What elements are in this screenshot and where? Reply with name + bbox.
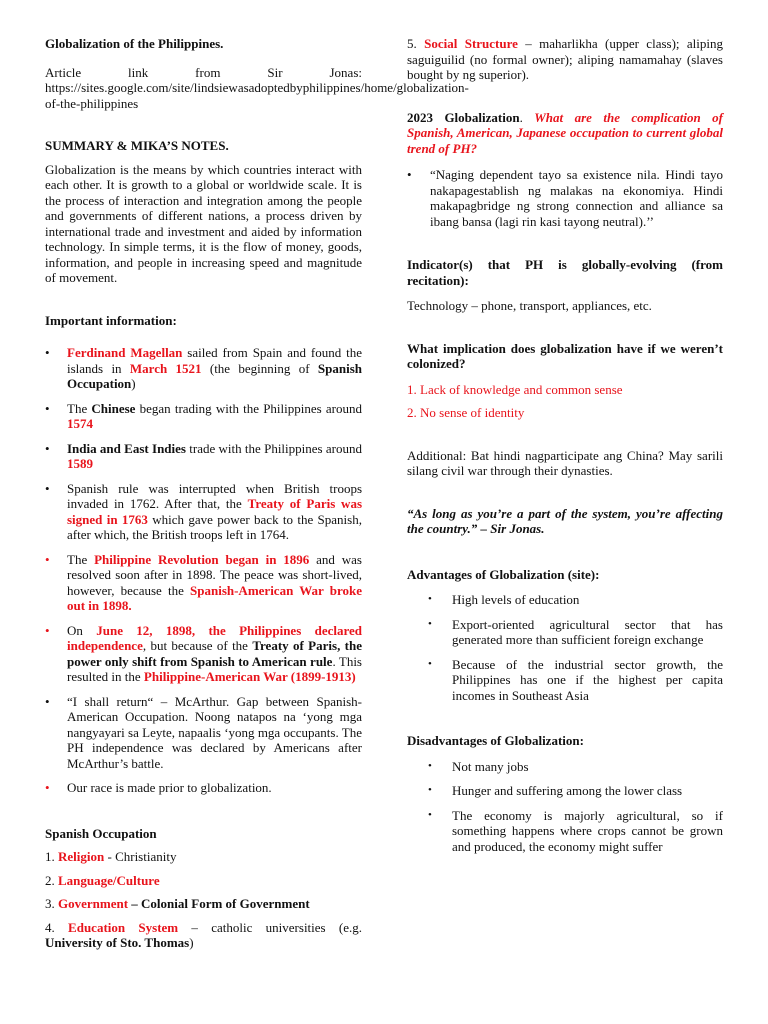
disadvantages-heading: Disadvantages of Globalization:	[407, 733, 584, 748]
important-heading: Important information:	[45, 312, 177, 328]
occupation-text: Spanish Occupation	[67, 360, 362, 391]
list-item	[407, 167, 723, 229]
text-span: 5.	[407, 36, 425, 51]
magellan-text: Ferdinand Magellan	[67, 345, 183, 360]
bullet-icon: •	[407, 167, 412, 182]
text-span: )	[131, 376, 136, 391]
text-span: (the beginning of	[201, 360, 318, 376]
text-span: 3.	[45, 896, 58, 911]
sir-jonas-quote: “As long as you’re a part of the system, you’re affecting the country.” – Sir Jonas.	[407, 505, 723, 536]
item-label: Government	[58, 896, 129, 911]
item-label: Social Structure	[424, 36, 518, 51]
list-item	[45, 481, 362, 543]
summary-paragraph: Globalization is the means by which countries interact with each other. It is growth to a global or worldwide scale. It is the process of interaction and integration among the people and governments of different nations, a process driven by international trade and investment and aided by information technology. In simple terms, it is the flow of money, goods, information, and people in increasing speed and magnitude of movement.	[45, 161, 362, 285]
text-span: Spanish rule was interrupted when British troops invaded in 1762. After that, the	[67, 480, 362, 511]
text-span: sailed from Spain and found the islands in	[67, 345, 362, 376]
text-span: and was resolved soon after in 1898. The peace was short-lived, however, because the	[67, 551, 362, 598]
indicator-heading: Indicator(s) that PH is globally-evolving (from recitation):	[407, 257, 723, 288]
text-span: )	[189, 935, 194, 950]
treaty-text: Treaty of Paris was signed in 1763	[67, 496, 363, 527]
list-item	[45, 694, 362, 772]
implication-item: 1. Lack of knowledge and common sense	[407, 381, 623, 397]
bullet-icon: •	[45, 480, 50, 496]
list-item	[45, 345, 362, 392]
item-label: Religion	[58, 849, 105, 864]
globalization-2023-question	[407, 110, 723, 157]
list-item	[407, 657, 723, 704]
bullet-icon: •	[45, 780, 50, 795]
occupation-item-government	[45, 896, 362, 912]
list-item	[407, 592, 723, 608]
text-span: On	[67, 622, 97, 638]
advantages-list	[407, 592, 723, 703]
advantage-text: Export-oriented agricultural sector that has generated more than sufficient foreign exchange	[452, 616, 723, 647]
important-list	[45, 345, 362, 796]
chinese-text: Chinese	[91, 400, 136, 416]
occupation-item-language	[45, 873, 362, 889]
year-text: 1574	[67, 416, 93, 431]
disadvantage-text: Not many jobs	[452, 758, 529, 774]
indicator-text: Technology – phone, transport, appliances, etc.	[407, 298, 652, 313]
list-item	[45, 401, 362, 432]
implication-item: 2. No sense of identity	[407, 405, 525, 420]
bullet-icon: •	[45, 693, 50, 709]
disadvantages-list	[407, 759, 723, 855]
bullet-icon: •	[45, 400, 50, 416]
bullet-icon: •	[45, 622, 50, 638]
list-item	[45, 780, 362, 796]
document-title: Globalization of the Philippines.	[45, 36, 224, 51]
bullet-icon: •	[45, 551, 50, 567]
race-text: Our race is made prior to globalization.	[67, 780, 272, 795]
text-span: The	[67, 551, 95, 567]
bullet-icon: •	[428, 784, 432, 796]
right-column	[407, 0, 723, 854]
quote-text: “Naging dependent tayo sa existence nila. Hindi tayo nakapagestablish ng malakas na ekonomiya. Hindi makapagbridge ng strong connection and alliance sa ibang bansa (lagi rin kasi tayong neutral).’’	[430, 167, 723, 229]
occupation-item-religion	[45, 849, 362, 865]
mcarthur-text: “I shall return“ – McArthur. Gap between Spanish-American Occupation. Noong natapos na ‘yong mga nangyayari sa Leyte, napaalis ‘yong mga occupants. The PH independence was declared by Americans after McArthur’s battle.	[67, 693, 362, 771]
advantage-text: High levels of education	[452, 592, 580, 607]
text-span: - Christianity	[104, 849, 177, 864]
india-text: India and East Indies	[67, 440, 186, 456]
text-span: – Colonial Form of Government	[128, 896, 310, 911]
bullet-icon: •	[428, 593, 432, 605]
text-span: trade with the Philippines around	[185, 440, 362, 456]
text-span: 2.	[45, 872, 58, 888]
list-item	[45, 441, 362, 472]
advantages-heading: Advantages of Globalization (site):	[407, 566, 600, 582]
text-span: , but because of the	[142, 638, 253, 653]
occupation-item-education	[45, 920, 362, 951]
text-span: – catholic universities (e.g.	[178, 919, 362, 935]
bullet-icon: •	[45, 440, 50, 456]
text-span: – maharlikha (upper class); aliping saguiguilid (no formal owner); aliping namamahay (slaves bought by ng superior).	[407, 36, 723, 82]
text-span: 4.	[45, 919, 69, 935]
text-span: began trading with the Philippines around	[135, 400, 362, 416]
advantage-text: Because of the industrial sector growth, the Philippines has one if the highest per capita incomes in Southeast Asia	[452, 656, 723, 703]
text-span: . This resulted in the	[67, 653, 362, 684]
occupation-item-social-structure	[407, 36, 723, 83]
question-label: 2023 Globalization	[407, 109, 520, 125]
bullet-icon: •	[428, 759, 432, 772]
year-text: 1589	[67, 456, 93, 471]
bullet-icon: •	[428, 657, 432, 670]
text-span: 1.	[45, 849, 58, 864]
bullet-icon: •	[45, 345, 50, 360]
treaty-text: Treaty of Paris, the power only shift from Spanish to American rule	[67, 638, 362, 669]
list-item	[407, 759, 723, 775]
list-item	[407, 617, 723, 648]
list-item	[407, 783, 723, 799]
disadvantage-text: Hunger and suffering among the lower class	[452, 783, 683, 798]
item-label: Education System	[68, 919, 179, 935]
spanish-occupation-heading: Spanish Occupation	[45, 825, 157, 841]
bullet-icon: •	[428, 808, 432, 821]
revolution-text: Philippine Revolution began in 1896	[94, 551, 310, 567]
item-label: Language/Culture	[58, 872, 160, 888]
summary-heading: SUMMARY & MIKA’S NOTES.	[45, 138, 229, 153]
independence-text: June 12, 1898, the Philippines declared independence	[67, 622, 363, 653]
list-item	[45, 623, 362, 685]
disadvantage-text: The economy is majorly agricultural, so if something happens where crops cannot be grown and produced, the economy might suffer	[452, 807, 723, 854]
implication-heading: What implication does globalization have if we weren’t colonized?	[407, 340, 723, 371]
list-item	[407, 808, 723, 855]
list-item	[45, 552, 362, 614]
war-text: Philippine-American War (1899-1913)	[143, 669, 356, 684]
ust-text: University of Sto. Thomas	[45, 935, 190, 950]
text-span: which gave power back to the Spanish, after which, the British troops left in 1764.	[67, 511, 362, 542]
additional-note: Additional: Bat hindi nagparticipate ang China? May sarili silang civil war through their dynasties.	[407, 447, 723, 478]
quote-list	[407, 167, 723, 229]
question-text: What are the complication of Spanish, American, Japanese occupation to current global trend of PH?	[407, 109, 723, 156]
article-link: Article link from Sir Jonas: https://sites.google.com/site/lindsiewasadoptedbyphilippines/home/globalization-of-the-philippines	[45, 64, 469, 111]
text-span: The	[67, 400, 92, 416]
bullet-icon: •	[428, 617, 432, 630]
text-span: .	[519, 109, 535, 125]
war-text: Spanish-American War broke out in 1898.	[67, 582, 362, 613]
date-text: March 1521	[129, 360, 202, 376]
